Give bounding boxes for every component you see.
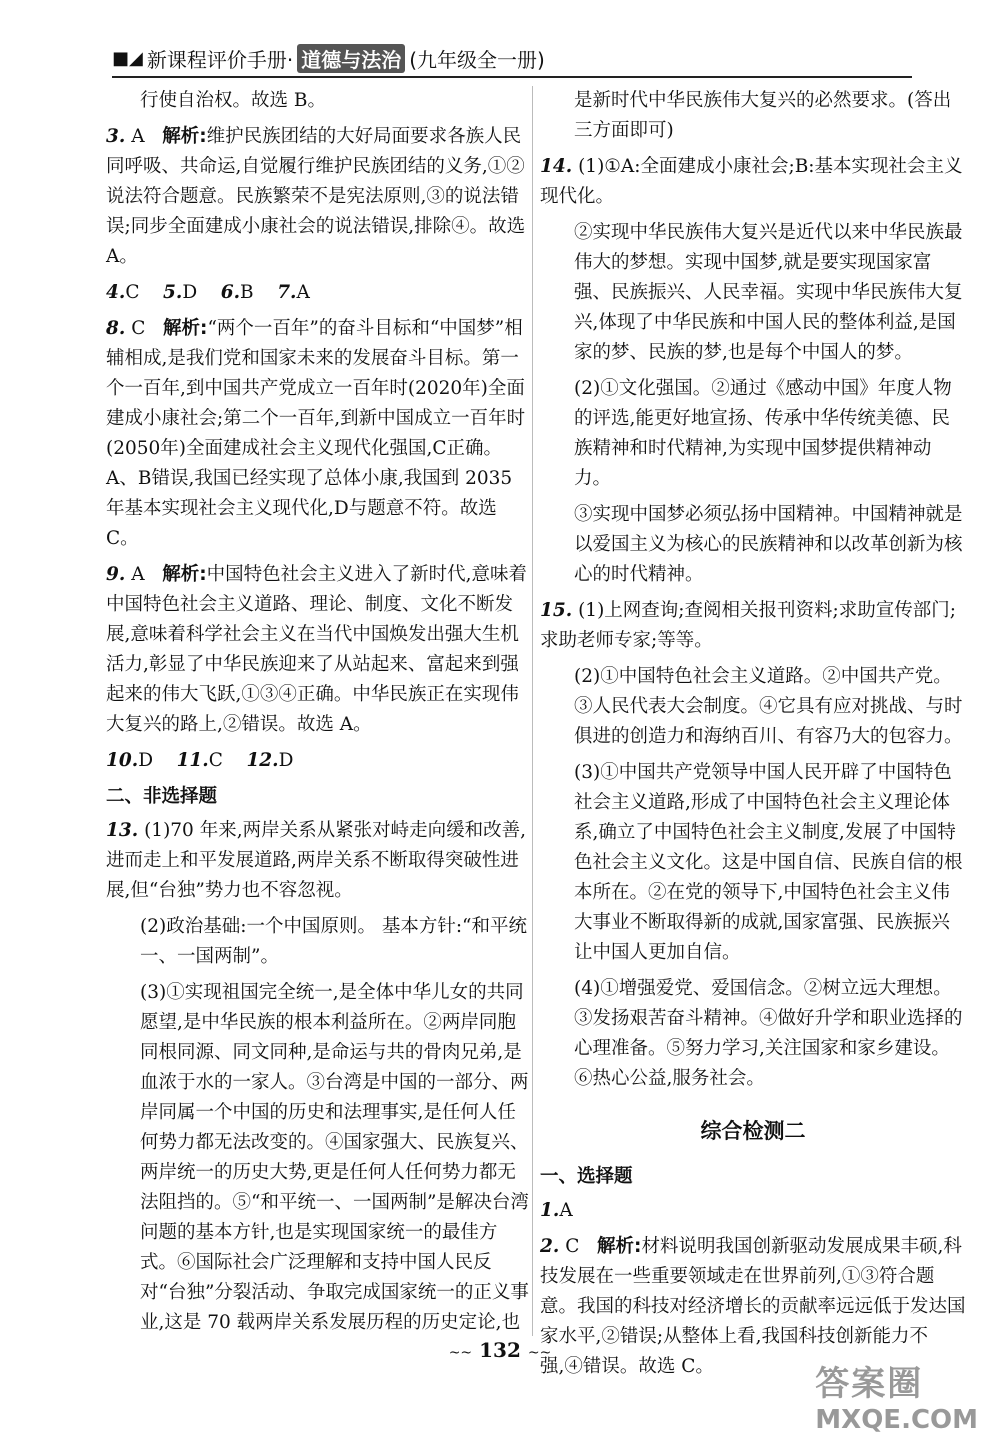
item-answer: B — [240, 282, 254, 303]
item-answer: A — [131, 126, 145, 147]
analysis-label: 解析: — [162, 564, 207, 585]
answer-item-3 — [106, 122, 530, 272]
item-number: 5. — [163, 282, 183, 303]
item-answer: A — [559, 1200, 573, 1221]
ornament-icon: ~~ — [527, 1345, 552, 1361]
book-icon: ■◢ — [112, 47, 143, 69]
grade-label: (九年级全一册) — [409, 47, 545, 72]
item-number: 9. — [106, 564, 126, 585]
item-answer: C — [131, 318, 146, 339]
item-answer: D — [278, 750, 294, 771]
item-number: 13. — [106, 820, 139, 841]
page-number-text: 132 — [479, 1338, 521, 1362]
answer-paragraph: (1)70 年来,两岸关系从紧张对峙走向缓和改善,进而走上和平发展道路,两岸关系不断取得突破性进展,但“台独”势力也不容忽视。 — [106, 820, 526, 901]
answer-item-9 — [106, 560, 530, 740]
right-column — [540, 86, 966, 1388]
answer-item-8 — [106, 314, 530, 554]
section-heading: 一、选择题 — [540, 1166, 633, 1187]
item-number: 6. — [220, 282, 241, 303]
answer-item-1 — [540, 1196, 966, 1226]
answer-item-14 — [540, 152, 966, 212]
answer-paragraph: (3)①实现祖国完全统一,是全体中华儿女的共同愿望,是中华民族的根本利益所在。②两岸同胞同根同源、同文同种,是命运与共的骨肉兄弟,是血浓于水的一家人。③台湾是中国的一部分、两岸同属一个中国的历史和法理事实,是任何人任何势力都无法改变的。④国家强大、民族复兴、两岸统一的历史大势,更是任何人任何势力都无法阻挡的。⑤“和平统一、一国两制”是解决台湾问题的基本方针,也是实现国家统一的最佳方式。⑥国际社会广泛理解和支持中国人民反对“台独”分裂活动、争取完成国家统一的正义事业,这是 70 载两岸关系发展历程的历史定论,也 — [140, 982, 529, 1333]
analysis-text: 维护民族团结的大好局面要求各族人民同呼吸、共命运,自觉履行维护民族团结的义务,①②说法符合题意。民族繁荣不是宪法原则,③的说法错误;同步全面建成小康社会的说法错误,排除④。故选 A。 — [106, 126, 526, 267]
item-number: 12. — [246, 750, 279, 771]
answer-paragraph: ②实现中华民族伟大复兴是近代以来中华民族最伟大的梦想。实现中国梦,就是要实现国家富强、民族振兴、人民幸福。实现中华民族伟大复兴,体现了中华民族和中国人民的整体利益,是国家的梦、民族的梦,也是每个中国人的梦。 — [574, 222, 963, 363]
answer-paragraph: (4)①增强爱党、爱国信念。②树立远大理想。③发扬艰苦奋斗精神。④做好升学和职业选择的心理准备。⑤努力学习,关注国家和家乡建设。⑥热心公益,服务社会。 — [574, 978, 963, 1089]
item-answer: C — [208, 750, 223, 771]
item-answer: A — [296, 282, 310, 303]
answer-continuation: 是新时代中华民族伟大复兴的必然要求。(答出三方面即可) — [574, 90, 952, 141]
answer-paragraph: (3)①中国共产党领导中国人民开辟了中国特色社会主义道路,形成了中国特色社会主义理论体系,确立了中国特色社会主义制度,发展了中国特色社会主义文化。这是中国自信、民族自信的根本所在。②在党的领导下,中国特色社会主义伟大事业不断取得新的成就,国家富强、民族振兴让中国人更加自信。 — [574, 762, 963, 963]
analysis-text: 中国特色社会主义进入了新时代,意味着中国特色社会主义道路、理论、制度、文化不断发展,意味着科学社会主义在当代中国焕发出强大生机活力,彰显了中华民族迎来了从站起来、富起来到强起来的伟大飞跃,①③④正确。中华民族正在实现伟大复兴的路上,②错误。故选 A。 — [106, 564, 528, 735]
answer-paragraph: (2)①文化强国。②通过《感动中国》年度人物的评选,能更好地宣扬、传承中华传统美德、民族精神和时代精神,为实现中国梦提供精神动力。 — [574, 378, 952, 489]
item-number: 7. — [277, 282, 297, 303]
answer-paragraph: (2)①中国特色社会主义道路。②中国共产党。③人民代表大会制度。④它具有应对挑战、与时俱进的创造力和海纳百川、有容乃大的包容力。 — [574, 666, 963, 747]
item-number: 8. — [106, 318, 126, 339]
answer-paragraph: ③实现中国梦必须弘扬中国精神。中国精神就是以爱国主义为核心的民族精神和以改革创新为核心的时代精神。 — [574, 504, 963, 585]
page-number — [440, 1338, 560, 1362]
analysis-label: 解析: — [162, 126, 207, 147]
answer-paragraph: (1)①A:全面建成小康社会;B:基本实现社会主义现代化。 — [540, 156, 963, 207]
answer-paragraph: (1)上网查询;查阅相关报刊资料;求助宣传部门;求助老师专家;等等。 — [540, 600, 956, 651]
item-answer: A — [131, 564, 145, 585]
answer-items-4-7 — [106, 278, 530, 308]
item-number: 1. — [540, 1200, 560, 1221]
item-number: 14. — [540, 156, 573, 177]
item-number: 10. — [106, 750, 139, 771]
test-title: 综合检测二 — [700, 1119, 806, 1143]
watermark-url: MXQE.COM — [815, 1405, 978, 1435]
item-number: 15. — [540, 600, 573, 621]
watermark-text: 答案圈 — [815, 1364, 924, 1404]
item-answer: C — [565, 1236, 580, 1257]
analysis-label: 解析: — [163, 318, 208, 339]
ornament-icon: ~~ — [448, 1345, 473, 1361]
column-divider — [532, 86, 533, 1336]
item-number: 11. — [176, 750, 209, 771]
answer-items-10-12 — [106, 746, 530, 776]
analysis-text: “两个一百年”的奋斗目标和“中国梦”相辅相成,是我们党和国家未来的发展奋斗目标。第一个一百年,到中国共产党成立一百年时(2020年)全面建成小康社会;第二个一百年,到新中国成立一百年时(2050年)全面建成社会主义现代化强国,C正确。A、B错误,我国已经实现了总体小康,我国到 2035 年基本实现社会主义现代化,D与题意不符。故选 C。 — [106, 318, 526, 549]
item-number: 3. — [106, 126, 126, 147]
watermark — [815, 1356, 978, 1435]
subject-title: 道德与法治 — [297, 44, 405, 73]
section-heading: 二、非选择题 — [106, 786, 218, 807]
analysis-label: 解析: — [597, 1236, 642, 1257]
item-number: 2. — [540, 1236, 560, 1257]
item-answer: D — [182, 282, 198, 303]
left-column — [106, 86, 530, 1344]
answer-paragraph: (2)政治基础:一个中国原则。 基本方针:“和平统一、一国两制”。 — [140, 916, 528, 967]
book-title: 新课程评价手册· — [146, 47, 294, 72]
item-answer: C — [125, 282, 140, 303]
analysis-text: 材料说明我国创新驱动发展成果丰硕,科技发展在一些重要领域走在世界前列,①③符合题意。我国的科技对经济增长的贡献率远远低于发达国家水平,②错误;从整体上看,我国科技创新能力不强,④错误。故选 C。 — [540, 1236, 966, 1377]
page-header — [112, 40, 912, 78]
item-answer: D — [138, 750, 154, 771]
item-number: 4. — [106, 282, 126, 303]
answer-continuation: 行使自治权。故选 B。 — [140, 90, 326, 111]
answer-item-13 — [106, 816, 530, 906]
answer-item-15 — [540, 596, 966, 656]
